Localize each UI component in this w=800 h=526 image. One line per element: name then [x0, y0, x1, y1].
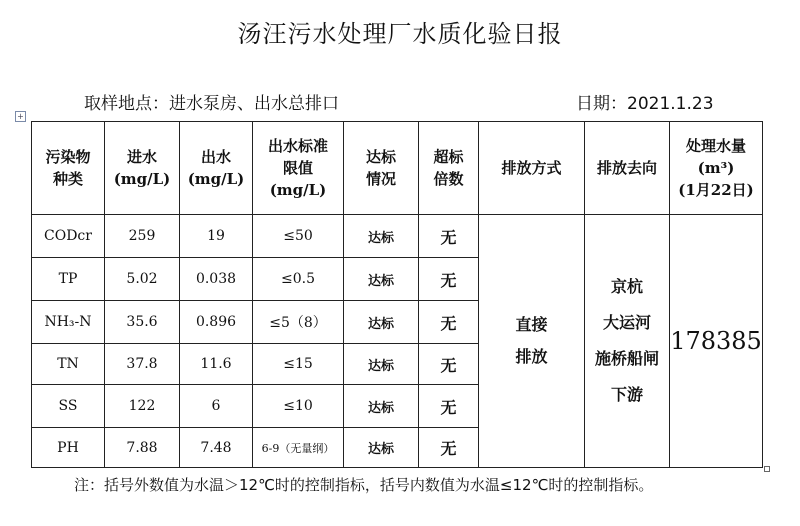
pollutant-name: CODcr: [32, 215, 105, 258]
header-outflow: 出水 (mg/L): [180, 122, 253, 215]
inflow-value: 7.88: [105, 428, 180, 468]
header-pollutant: 污染物 种类: [32, 122, 105, 215]
exceed-multiple: 无: [419, 385, 479, 428]
exceed-multiple: 无: [419, 258, 479, 301]
compliance-status: 达标: [344, 385, 419, 428]
inflow-value: 5.02: [105, 258, 180, 301]
report-date: 日期：2021.1.23: [576, 94, 714, 114]
discharge-method: 直接 排放: [479, 215, 585, 468]
header-method: 排放方式: [479, 122, 585, 215]
header-destination: 排放去向: [585, 122, 670, 215]
outflow-value: 0.896: [180, 301, 253, 344]
compliance-status: 达标: [344, 344, 419, 385]
exceed-multiple: 无: [419, 301, 479, 344]
pollutant-name: NH₃-N: [32, 301, 105, 344]
water-quality-table: [31, 121, 763, 468]
header-limit: 出水标准 限值 (mg/L): [253, 122, 344, 215]
header-compliance: 达标 情况: [344, 122, 419, 215]
sampling-location: 取样地点：进水泵房、出水总排口: [84, 94, 339, 114]
limit-value: ≤0.5: [253, 258, 344, 301]
exceed-multiple: 无: [419, 344, 479, 385]
discharge-destination: 京杭 大运河 施桥船闸 下游: [585, 215, 670, 468]
limit-value: ≤10: [253, 385, 344, 428]
header-inflow: 进水 (mg/L): [105, 122, 180, 215]
compliance-status: 达标: [344, 301, 419, 344]
header-volume: 处理水量 (m³) (1月22日): [670, 122, 763, 215]
limit-value: 6-9（无量纲）: [253, 428, 344, 468]
compliance-status: 达标: [344, 258, 419, 301]
pollutant-name: PH: [32, 428, 105, 468]
outflow-value: 19: [180, 215, 253, 258]
compliance-status: 达标: [344, 428, 419, 468]
pollutant-name: TN: [32, 344, 105, 385]
limit-value: ≤15: [253, 344, 344, 385]
limit-value: ≤5（8）: [253, 301, 344, 344]
outflow-value: 7.48: [180, 428, 253, 468]
outflow-value: 6: [180, 385, 253, 428]
table-resize-handle[interactable]: [764, 466, 770, 472]
limit-value: ≤50: [253, 215, 344, 258]
pollutant-name: TP: [32, 258, 105, 301]
treated-volume: 178385: [670, 215, 763, 468]
inflow-value: 122: [105, 385, 180, 428]
page-title: 汤汪污水处理厂水质化验日报: [237, 20, 563, 48]
header-exceed: 超标 倍数: [419, 122, 479, 215]
outflow-value: 11.6: [180, 344, 253, 385]
exceed-multiple: 无: [419, 428, 479, 468]
inflow-value: 259: [105, 215, 180, 258]
inflow-value: 37.8: [105, 344, 180, 385]
outflow-value: 0.038: [180, 258, 253, 301]
header-row: [32, 122, 763, 215]
exceed-multiple: 无: [419, 215, 479, 258]
pollutant-name: SS: [32, 385, 105, 428]
table-row: [32, 215, 763, 258]
footnote: 注：括号外数值为水温＞12℃时的控制指标，括号内数值为水温≤12℃时的控制指标。: [74, 476, 654, 494]
compliance-status: 达标: [344, 215, 419, 258]
table-move-handle-icon[interactable]: +: [15, 111, 26, 122]
inflow-value: 35.6: [105, 301, 180, 344]
